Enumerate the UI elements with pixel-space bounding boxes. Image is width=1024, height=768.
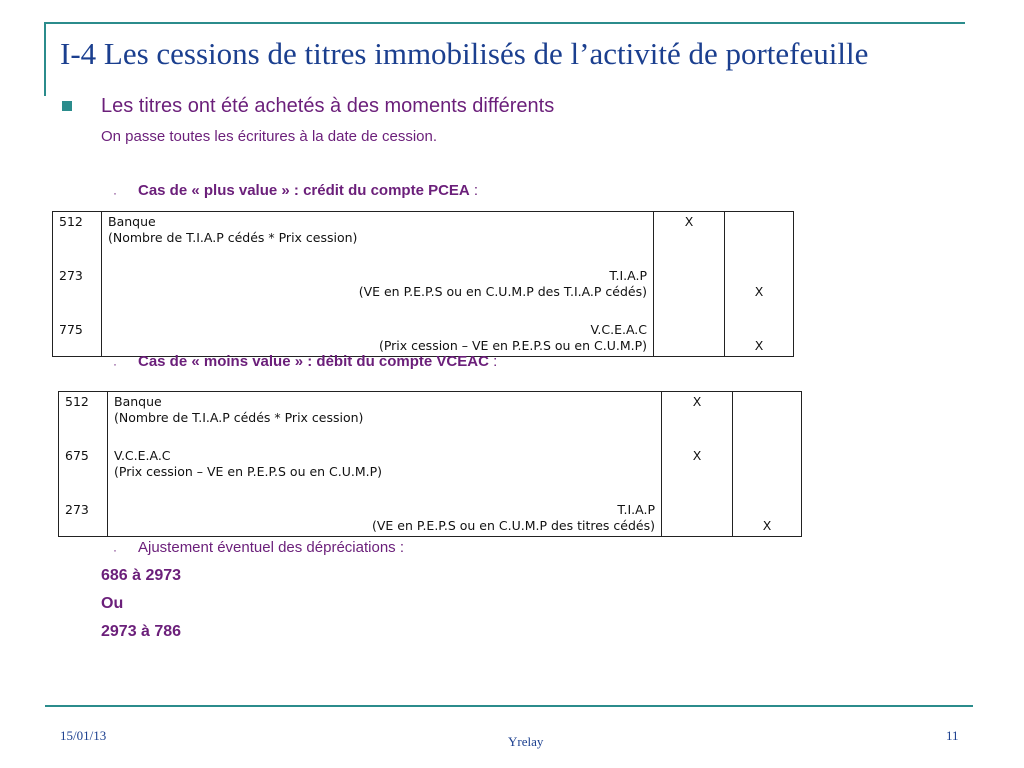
journal-row bbox=[53, 212, 794, 267]
account-number: 512 bbox=[53, 212, 102, 267]
entry-account-name: Banque bbox=[114, 394, 162, 409]
case-moins-value bbox=[138, 353, 497, 370]
entry-line-3: 2973 à 786 bbox=[101, 623, 182, 640]
case-moins-value-bold: Cas de « moins value » : débit du compte VCEAC bbox=[138, 353, 489, 370]
entry-line-2: Ou bbox=[101, 595, 124, 612]
entry-label-cell bbox=[102, 212, 654, 267]
journal-row bbox=[59, 500, 802, 537]
credit-mark: X bbox=[725, 320, 794, 357]
account-number: 675 bbox=[59, 446, 108, 500]
account-number: 273 bbox=[53, 266, 102, 320]
debit-mark: X bbox=[654, 212, 725, 267]
entry-detail: (VE en P.E.P.S ou en C.U.M.P des titres cédés) bbox=[371, 518, 655, 533]
debit-mark bbox=[654, 266, 725, 320]
dot-bullet-icon: · bbox=[113, 186, 117, 200]
entry-account-name: T.I.A.P bbox=[609, 268, 647, 283]
journal-row bbox=[53, 320, 794, 357]
square-bullet-icon bbox=[62, 101, 72, 111]
entry-label-cell bbox=[108, 500, 662, 537]
entry-detail: (Prix cession – VE en P.E.P.S ou en C.U.M.P) bbox=[114, 464, 383, 479]
case-plus-value-colon: : bbox=[469, 182, 479, 199]
journal-row bbox=[59, 392, 802, 447]
credit-mark: X bbox=[725, 266, 794, 320]
title-frame-top-border bbox=[45, 22, 965, 24]
journal-table-plus-value bbox=[52, 211, 794, 357]
footer-author: Yrelay bbox=[508, 734, 544, 749]
adjustment-text: Ajustement éventuel des dépréciations : bbox=[138, 539, 404, 556]
dot-bullet-icon: · bbox=[113, 357, 117, 371]
journal-row bbox=[53, 266, 794, 320]
entry-detail: (Prix cession – VE en P.E.P.S ou en C.U.M.P) bbox=[378, 338, 647, 353]
entry-line-1: 686 à 2973 bbox=[101, 567, 182, 584]
sub-note: On passe toutes les écritures à la date de cession. bbox=[101, 128, 438, 145]
entry-label-cell bbox=[108, 392, 662, 447]
case-moins-value-colon: : bbox=[488, 353, 498, 370]
footer-date: 15/01/13 bbox=[60, 728, 107, 743]
journal-table-moins-value bbox=[58, 391, 802, 537]
entry-detail: (Nombre de T.I.A.P cédés * Prix cession) bbox=[108, 230, 358, 245]
case-plus-value bbox=[138, 182, 478, 199]
entry-detail: (VE en P.E.P.S ou en C.U.M.P des T.I.A.P cédés) bbox=[358, 284, 647, 299]
title-frame-left-border bbox=[44, 22, 46, 96]
entry-account-name: Banque bbox=[108, 214, 156, 229]
entry-account-name: T.I.A.P bbox=[617, 502, 655, 517]
debit-mark: X bbox=[662, 446, 733, 500]
dot-bullet-icon: · bbox=[113, 543, 117, 557]
debit-mark bbox=[662, 500, 733, 537]
credit-mark bbox=[733, 446, 802, 500]
entry-label-cell bbox=[108, 446, 662, 500]
entry-detail: (Nombre de T.I.A.P cédés * Prix cession) bbox=[114, 410, 364, 425]
entry-account-name: V.C.E.A.C bbox=[114, 448, 171, 463]
account-number: 273 bbox=[59, 500, 108, 537]
entry-account-name: V.C.E.A.C bbox=[590, 322, 647, 337]
debit-mark: X bbox=[662, 392, 733, 447]
account-number: 512 bbox=[59, 392, 108, 447]
entry-label-cell bbox=[102, 266, 654, 320]
credit-mark: X bbox=[733, 500, 802, 537]
credit-mark bbox=[725, 212, 794, 267]
slide-title: I-4 Les cessions de titres immobilisés de l’activité de portefeuille bbox=[60, 36, 869, 71]
main-bullet-text: Les titres ont été achetés à des moments différents bbox=[101, 95, 555, 117]
account-number: 775 bbox=[53, 320, 102, 357]
footer-divider bbox=[45, 705, 973, 707]
footer-page-number: 11 bbox=[946, 728, 959, 743]
credit-mark bbox=[733, 392, 802, 447]
entry-label-cell bbox=[102, 320, 654, 357]
journal-row bbox=[59, 446, 802, 500]
debit-mark bbox=[654, 320, 725, 357]
case-plus-value-bold: Cas de « plus value » : crédit du compte PCEA bbox=[138, 182, 470, 199]
